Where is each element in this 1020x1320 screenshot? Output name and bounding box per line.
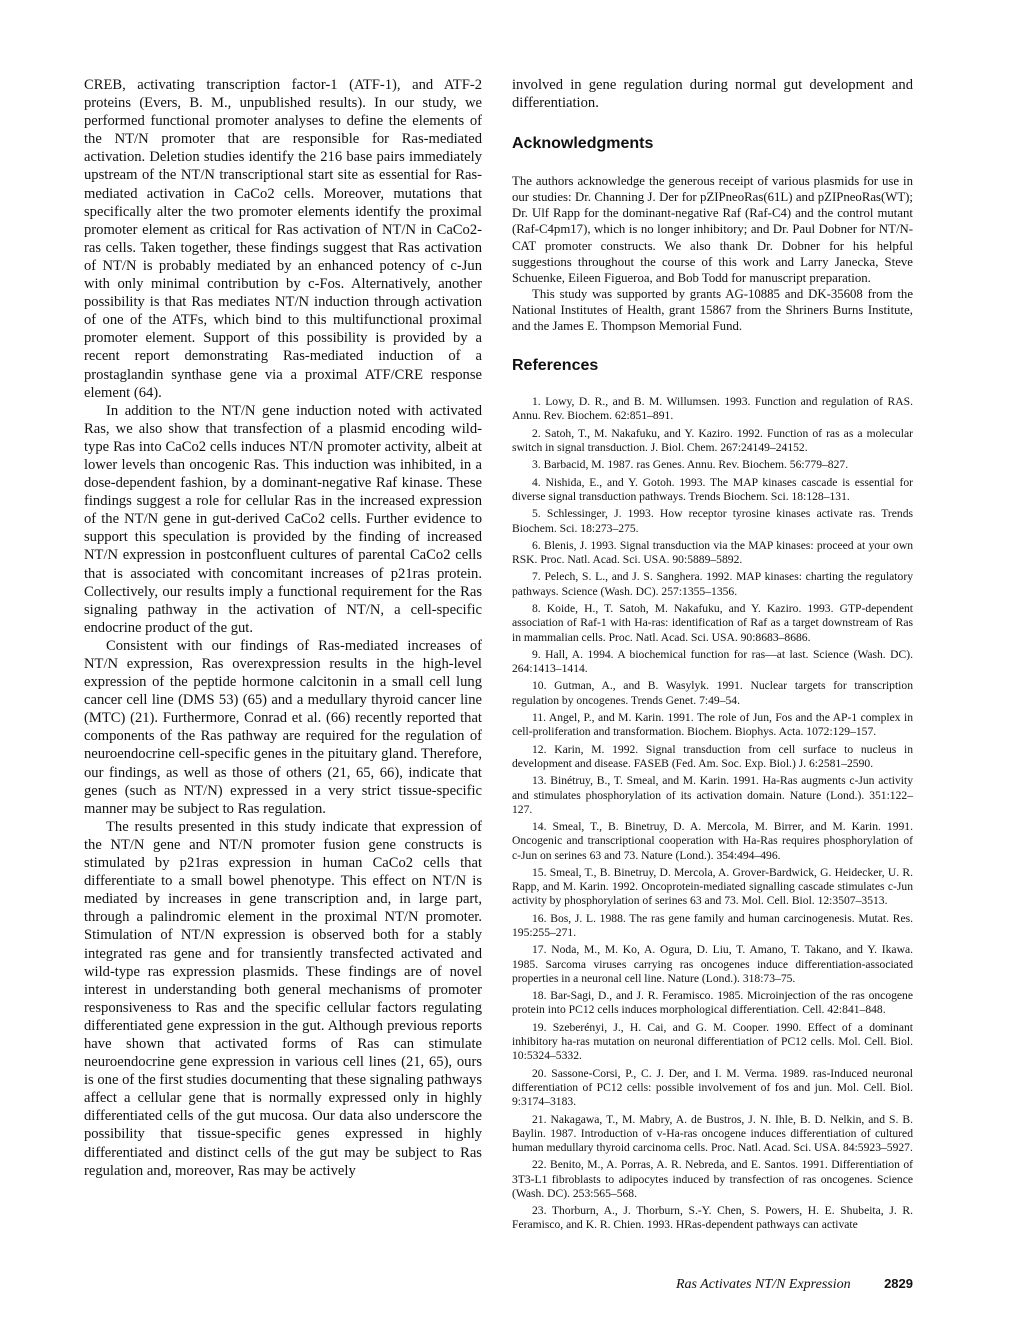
right-column	[512, 76, 913, 1236]
reference-item: 10. Gutman, A., and B. Wasylyk. 1991. Nuclear targets for transcription regulation by oncogenes. Trends Genet. 7:49–54.	[512, 679, 913, 707]
reference-item: 12. Karin, M. 1992. Signal transduction from cell surface to nucleus in development and disease. FASEB (Fed. Am. Soc. Exp. Biol.) J. 6:2581–2590.	[512, 742, 913, 770]
reference-item: 6. Blenis, J. 1993. Signal transduction via the MAP kinases: proceed at your own RSK. Proc. Natl. Acad. Sci. USA. 90:5889–5892.	[512, 538, 913, 567]
page-number: 2829	[884, 1276, 913, 1291]
reference-item: 4. Nishida, E., and Y. Gotoh. 1993. The MAP kinases cascade is essential for diverse signal transduction pathways. Trends Biochem. Sci. 18:128–131.	[512, 475, 913, 503]
reference-item: 1. Lowy, D. R., and B. M. Willumsen. 1993. Function and regulation of RAS. Annu. Rev. Biochem. 62:851–891.	[512, 395, 913, 423]
reference-item: 5. Schlessinger, J. 1993. How receptor tyrosine kinases activate ras. Trends Biochem. Sci. 18:273–275.	[512, 507, 913, 535]
reference-item: 18. Bar-Sagi, D., and J. R. Feramisco. 1985. Microinjection of the ras oncogene protein into PC12 cells induces morphological differentiation. Cell. 42:841–848.	[512, 989, 913, 1017]
reference-item: 2. Satoh, T., M. Nakafuku, and Y. Kaziro. 1992. Function of ras as a molecular switch in signal transduction. J. Biol. Chem. 267:24149–24152.	[512, 426, 913, 454]
body-paragraph: Consistent with our findings of Ras-mediated increases of NT/N expression, Ras overexpression results in the high-level expression of the peptide hormone calcitonin in a small cell lung cancer cell line (DMS 53) (65) and a medullary thyroid cancer line (MTC) (21). Furthermore, Conrad et al. (66) recently reported that components of the Ras pathway are required for the regulation of neuroendocrine cell-specific genes in the pituitary gland. Therefore, our findings, as well as those of others (21, 65, 66), indicate that genes (such as NT/N) expressed in a very strict tissue-specific manner may be subject to Ras regulation.	[84, 637, 482, 817]
reference-item: 15. Smeal, T., B. Binetruy, D. Mercola, A. Grover-Bardwick, G. Heidecker, U. R. Rapp, and M. Karin. 1992. Oncoprotein-mediated signalling cascade stimulates c-Jun activity by phosphorylation of serines 63 and 73. Mol. Cell. Biol. 12:3507–3513.	[512, 865, 913, 908]
reference-item: 14. Smeal, T., B. Binetruy, D. A. Mercola, M. Birrer, and M. Karin. 1991. Oncogenic and transcriptional cooperation with Ha-Ras requires phosphorylation of c-Jun on serines 63 and 73. Nature (Lond.). 354:494–496.	[512, 820, 913, 862]
acknowledgments-heading: Acknowledgments	[512, 135, 654, 153]
continuation-paragraph: involved in gene regulation during normal gut development and differentiation.	[512, 77, 913, 112]
acknowledgments-paragraph: This study was supported by grants AG-10885 and DK-35608 from the National Institutes of Health, grant 15867 from the Shriners Burns Institute, and the James E. Thompson Memorial Fund.	[512, 286, 913, 334]
reference-item: 20. Sassone-Corsi, P., C. J. Der, and I. M. Verma. 1989. ras-Induced neuronal differentiation of PC12 cells: possible involvement of fos and jun. Mol. Cell. Biol. 9:3174–3183.	[512, 1066, 913, 1109]
body-paragraph: In addition to the NT/N gene induction noted with activated Ras, we also show that transfection of a plasmid encoding wild-type Ras into CaCo2 cells induces NT/N promoter activity, albeit at lower levels than oncogenic Ras. This induction was inhibited, in a dose-dependent fashion, by a dominant-negative Raf kinase. These findings suggest a role for cellular Ras in the increased expression of the NT/N gene in gut-derived CaCo2 cells. Further evidence to support this speculation is provided by the finding of increased NT/N expression in postconfluent cultures of parental CaCo2 cells that is associated with concomitant increases of p21ras protein. Collectively, our results imply a functional requirement for the Ras signaling pathway in the activation of NT/N, a cell-specific endocrine product of the gut.	[84, 402, 482, 636]
reference-item: 3. Barbacid, M. 1987. ras Genes. Annu. Rev. Biochem. 56:779–827.	[532, 458, 849, 472]
reference-item: 17. Noda, M., M. Ko, A. Ogura, D. Liu, T. Amano, T. Takano, and Y. Ikawa. 1985. Sarcoma viruses carrying ras oncogenes induce differentiation-associated properties in a neuronal cell line. Nature (Lond.). 318:73–75.	[512, 943, 913, 985]
reference-item: 23. Thorburn, A., J. Thorburn, S.-Y. Chen, S. Powers, H. E. Shubeita, J. R. Feramisco, and K. R. Chien. 1993. HRas-dependent pathways can activate	[512, 1204, 913, 1232]
page-footer	[676, 1276, 913, 1293]
reference-item: 7. Pelech, S. L., and J. S. Sanghera. 1992. MAP kinases: charting the regulatory pathways. Science (Wash. DC). 257:1355–1356.	[512, 570, 913, 598]
reference-item: 11. Angel, P., and M. Karin. 1991. The role of Jun, Fos and the AP-1 complex in cell-proliferation and transformation. Biochem. Biophys. Acta. 1072:129–157.	[512, 711, 913, 739]
reference-item: 19. Szeberényi, J., H. Cai, and G. M. Cooper. 1990. Effect of a dominant inhibitory ha-ras mutation on neuronal differentiation of PC12 cells. Mol. Cell. Biol. 10:5324–5332.	[512, 1020, 913, 1063]
body-paragraph: The results presented in this study indicate that expression of the NT/N gene and NT/N promoter fusion gene constructs is stimulated by p21ras expression in human CaCo2 cells that differentiate to a small bowel phenotype. This effect on NT/N is mediated by increases in gene transcription and, in large part, through a palindromic element in the proximal NT/N promoter. Stimulation of NT/N expression is observed both for a stably integrated ras gene and for transiently transfected activated and wild-type ras expression plasmids. These findings are of novel interest in understanding both general mechanisms of promoter responsiveness to Ras and the specific cellular factors regulating differentiated gene expression in the gut. Although previous reports have shown that activated forms of Ras can stimulate neuroendocrine gene expression in various cell lines (21, 65), ours is one of the first studies documenting that these signaling pathways affect a cellular gene that is normally expressed only in highly differentiated cells of the gut mucosa. Our data also underscore the possibility that tissue-specific genes expressed in highly differentiated and distinct cells of the gut may be subject to Ras regulation and, moreover, Ras may be actively	[84, 818, 483, 1179]
reference-item: 9. Hall, A. 1994. A biochemical function for ras—at last. Science (Wash. DC). 264:1413–1414.	[512, 647, 913, 676]
reference-item: 8. Koide, H., T. Satoh, M. Nakafuku, and Y. Kaziro. 1993. GTP-dependent association of Raf-1 with Ha-ras: identification of Raf as a target downstream of Ras in mammalian cells. Proc. Natl. Acad. Sci. USA. 90:8683–8686.	[512, 602, 913, 644]
acknowledgments-paragraph: The authors acknowledge the generous receipt of various plasmids for use in our studies: Dr. Channing J. Der for pZIPneoRas(61L) and pZIPneoRas(WT); Dr. Ulf Rapp for the dominant-negative Raf (Raf-C4) and the control mutant (Raf-C4pm17), which is no longer inhibitory; and Dr. Paul Dobner for NT/N-CAT promoter constructs. We also thank Dr. Dobner for his helpful suggestions throughout the course of this work and Larry Janecka, Steve Schuenke, Eileen Figueroa, and Bob Todd for manuscript preparation.	[512, 174, 913, 285]
reference-item: 22. Benito, M., A. Porras, A. R. Nebreda, and E. Santos. 1991. Differentiation of 3T3-L1 fibroblasts to adipocytes induced by transfection of ras oncogenes. Science (Wash. DC). 253:565–568.	[512, 1158, 913, 1200]
reference-item: 13. Binétruy, B., T. Smeal, and M. Karin. 1991. Ha-Ras augments c-Jun activity and stimulates phosphorylation of its activation domain. Nature (Lond.). 351:122–127.	[512, 774, 913, 816]
left-column	[84, 76, 482, 1180]
reference-item: 21. Nakagawa, T., M. Mabry, A. de Bustros, J. N. Ihle, B. D. Nelkin, and S. B. Baylin. 1987. Introduction of v-Ha-ras oncogene induces differentiation of cultured human medullary thyroid carcinoma cells. Proc. Natl. Acad. Sci. USA. 84:5923–5927.	[512, 1112, 913, 1154]
references-list	[512, 395, 913, 1233]
references-heading: References	[512, 357, 599, 375]
reference-item: 16. Bos, J. L. 1988. The ras gene family and human carcinogenesis. Mutat. Res. 195:255–271.	[512, 911, 913, 940]
acknowledgments-section	[512, 173, 913, 334]
body-paragraph: CREB, activating transcription factor-1 (ATF-1), and ATF-2 proteins (Evers, B. M., unpublished results). In our study, we performed functional promoter analyses to define the elements of the NT/N promoter that are responsible for Ras-mediated activation. Deletion studies identify the 216 base pairs immediately upstream of the NT/N transcriptional start site as essential for Ras-mediated activation in CaCo2 cells. Moreover, mutations that specifically alter the two promoter elements identify the proximal promoter element as critical for Ras activation of NT/N in CaCo2-ras cells. Taken together, these findings suggest that Ras activation of NT/N is probably mediated by an enhanced potency of c-Jun with only minimal contribution by c-Fos. Alternatively, another possibility is that Ras mediates NT/N induction through activation of one of the ATFs, which bind to this multifunctional proximal promoter element. Support of this possibility is provided by a recent report demonstrating Ras-mediated induction of a prostaglandin synthase gene via a proximal ATF/CRE response element (64).	[84, 77, 482, 401]
running-title: Ras Activates NT/N Expression	[676, 1277, 851, 1292]
